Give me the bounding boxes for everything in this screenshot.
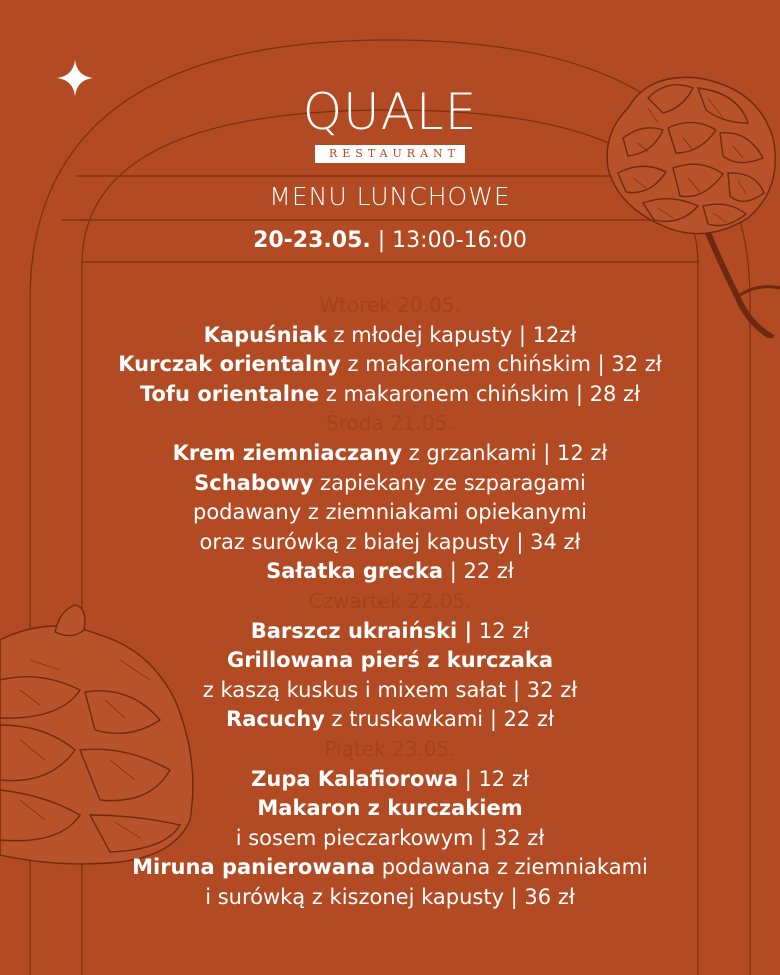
day-label: Środa 21.05.	[326, 411, 454, 436]
menu-item: Schabowy zapiekany ze szparagami	[194, 470, 586, 495]
menu-item: Kurczak orientalny z makaronem chińskim | 32 zł	[118, 352, 662, 377]
menu-item: i surówką z kiszonej kapusty | 36 zł	[205, 884, 575, 909]
menu-item: Sałatka grecka | 22 zł	[266, 559, 514, 584]
menu-item: z kaszą kuskus i mixem sałat | 32 zł	[202, 677, 578, 702]
menu-list	[90, 291, 690, 912]
day-label: Czwartek 22.05.	[308, 588, 472, 613]
menu-item: oraz surówką z białej kapusty | 34 zł	[199, 529, 581, 554]
menu-hours: 13:00-16:00	[392, 228, 527, 253]
day-label: Piątek 23.05.	[324, 736, 456, 761]
menu-item: Zupa Kalafiorowa | 12 zł	[251, 766, 529, 791]
menu-item: Grillowana pierś z kurczaka	[226, 648, 554, 673]
date-time-line	[0, 228, 780, 253]
menu-item: Miruna panierowana podawana z ziemniakami	[132, 855, 648, 880]
menu-item: Racuchy z truskawkami | 22 zł	[226, 707, 554, 732]
menu-item: podawany z ziemniakami opiekanymi	[192, 500, 588, 525]
menu-item: Barszcz ukraiński | 12 zł	[250, 618, 530, 643]
menu-item: Makaron z kurczakiem	[257, 796, 523, 821]
menu-dates: 20-23.05.	[253, 228, 371, 253]
restaurant-logo	[0, 82, 780, 163]
logo-subtitle: RESTAURANT	[315, 145, 465, 163]
menu-title: MENU LUNCHOWE	[269, 182, 511, 211]
day-label: Wtorek 20.05.	[319, 293, 461, 317]
menu-item: i sosem pieczarkowym | 32 zł	[235, 825, 545, 850]
logo-wordmark: QUALE	[302, 83, 478, 141]
date-separator: |	[370, 228, 393, 253]
menu-item: Krem ziemniaczany z grzankami | 12 zł	[172, 440, 608, 465]
menu-item: Tofu orientalne z makaronem chińskim | 28 zł	[139, 381, 641, 406]
menu-item: Kapuśniak z młodej kapusty | 12zł	[203, 322, 577, 347]
